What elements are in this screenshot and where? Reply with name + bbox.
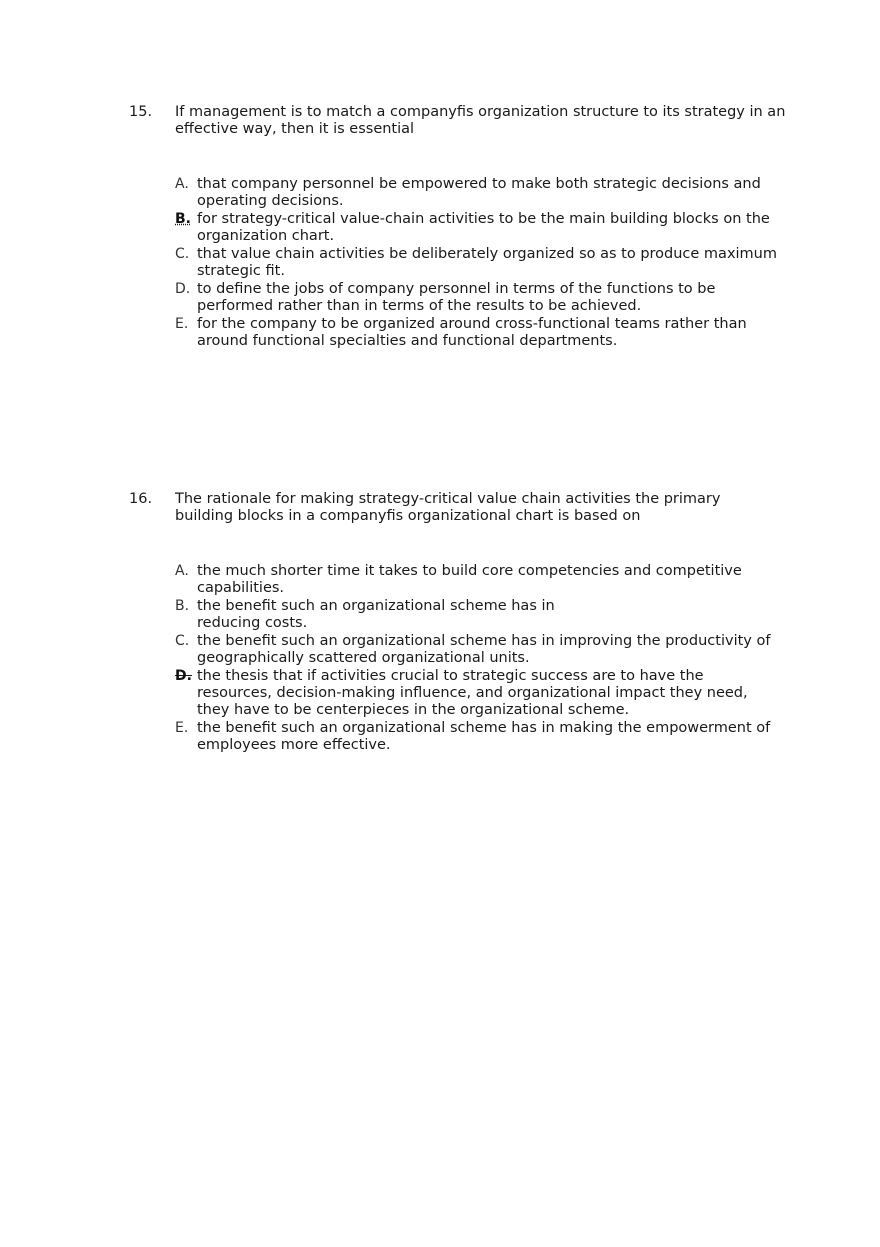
answer-options [175, 563, 795, 755]
question-number: 16. [129, 491, 153, 507]
option-letter: A. [175, 563, 189, 579]
option-b [175, 598, 795, 632]
option-letter: A. [175, 176, 189, 192]
option-text: the much shorter time it takes to build core competencies and competitive capabilities. [197, 563, 742, 596]
option-letter: E. [175, 316, 189, 332]
question-stem [129, 104, 789, 138]
option-letter: C. [175, 633, 190, 649]
option-text: the thesis that if activities crucial to strategic success are to have the resources, decision-making influence, and organizational impact they need, they have to be centerpieces in the organizational scheme. [197, 668, 748, 718]
option-letter: E. [175, 720, 189, 736]
option-text: to define the jobs of company personnel in terms of the functions to be performed rather than in terms of the results to be achieved. [197, 281, 716, 314]
option-text: that value chain activities be deliberately organized so as to produce maximum strategic fit. [197, 246, 777, 279]
question-text: If management is to match a companyfis organization structure to its strategy in an effective way, then it is essential [175, 104, 786, 137]
option-letter: C. [175, 246, 190, 262]
option-text: the benefit such an organizational scheme has in making the empowerment of employees more effective. [197, 720, 771, 753]
option-d [175, 668, 795, 719]
option-a [175, 563, 795, 597]
question-stem [129, 491, 729, 525]
option-letter: B. [175, 598, 190, 614]
option-text: for the company to be organized around cross-functional teams rather than around functional specialties and functional departments. [197, 316, 747, 349]
option-c [175, 246, 795, 280]
option-e [175, 316, 795, 350]
question-text: The rationale for making strategy-critical value chain activities the primary building blocks in a companyfis organizational chart is based on [175, 491, 721, 524]
option-text: that company personnel be empowered to make both strategic decisions and operating decisions. [197, 176, 761, 209]
option-text: the benefit such an organizational scheme has in improving the productivity of geographically scattered organizational units. [197, 633, 771, 666]
option-letter-correct: B. [175, 211, 191, 227]
option-text: the benefit such an organizational scheme has in reducing costs. [197, 598, 555, 631]
option-letter-correct: D. [175, 668, 192, 684]
option-text: for strategy-critical value-chain activities to be the main building blocks on the organization chart. [197, 211, 770, 244]
option-d [175, 281, 795, 315]
question-number: 15. [129, 104, 153, 120]
option-a [175, 176, 795, 210]
option-c [175, 633, 795, 667]
option-letter: D. [175, 281, 191, 297]
option-b [175, 211, 795, 245]
answer-options [175, 176, 795, 351]
option-e [175, 720, 795, 754]
